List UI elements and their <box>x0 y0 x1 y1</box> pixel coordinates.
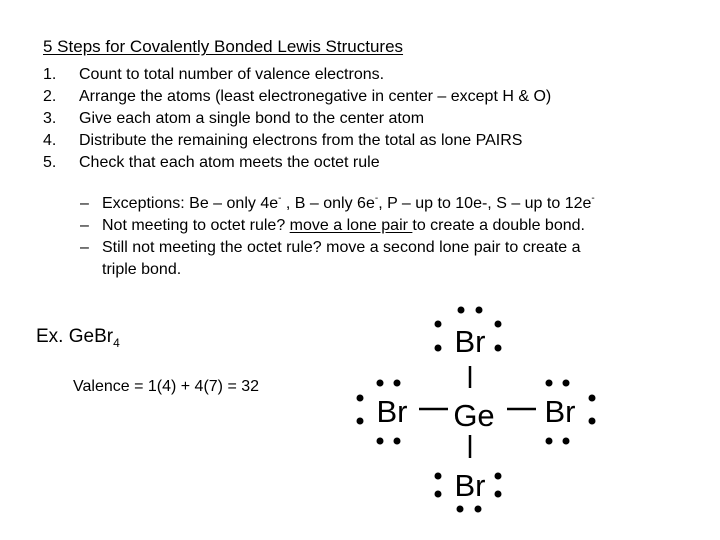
atom-right-br: Br <box>544 394 576 429</box>
step-text: Count to total number of valence electrons. <box>79 66 385 83</box>
double-bond-text-1: Not meeting to octet rule? <box>102 217 290 234</box>
dash-marker: – <box>80 217 89 234</box>
step-number: 4. <box>43 132 57 149</box>
step-number: 3. <box>43 110 57 127</box>
formula-subscript: 4 <box>113 335 120 350</box>
exceptions-text-2: , B – only 6e <box>281 195 375 212</box>
step-text: Distribute the remaining electrons from the total as lone PAIRS <box>79 132 523 149</box>
subpoint-double-bond <box>80 215 680 237</box>
superscript-minus: - <box>591 192 595 204</box>
underlined-phrase: move a lone pair <box>289 217 413 234</box>
exceptions-text-1: Exceptions: Be – only 4e <box>102 195 279 212</box>
superscript-minus: - <box>374 192 379 204</box>
step-text: Arrange the atoms (least electronegative in center – except H & O) <box>79 88 552 105</box>
triple-bond-text-1: Still not meeting the octet rule? move a second lone pair to create a <box>102 239 581 256</box>
example-formula: Ex. GeBr <box>36 326 114 347</box>
slide-title: 5 Steps for Covalently Bonded Lewis Structures <box>43 37 404 56</box>
double-bond-text-2: to create a double bond. <box>412 217 585 234</box>
step-number: 1. <box>43 66 57 83</box>
step-number: 2. <box>43 88 57 105</box>
superscript-minus: - <box>278 192 282 204</box>
step-text: Give each atom a single bond to the center atom <box>79 110 425 127</box>
valence-equation: Valence = 1(4) + 4(7) = 32 <box>73 378 260 395</box>
atom-center-ge: Ge <box>453 398 495 433</box>
step-number: 5. <box>43 154 57 171</box>
lewis-structure-diagram <box>340 295 620 520</box>
dash-marker: – <box>80 195 89 212</box>
atom-left-br: Br <box>376 394 408 429</box>
triple-bond-text-2: triple bond. <box>102 261 182 278</box>
exceptions-text-3: , P – up to 10e-, S – up to 12e <box>378 195 592 212</box>
subpoint-triple-bond <box>80 237 680 281</box>
step-text: Check that each atom meets the octet rule <box>79 154 380 171</box>
dash-marker: – <box>80 239 89 256</box>
atom-bottom-br: Br <box>454 468 486 503</box>
subpoints-list <box>80 193 680 281</box>
example-label <box>36 326 120 348</box>
subpoint-exceptions <box>80 193 680 215</box>
atom-top-br: Br <box>454 324 486 359</box>
